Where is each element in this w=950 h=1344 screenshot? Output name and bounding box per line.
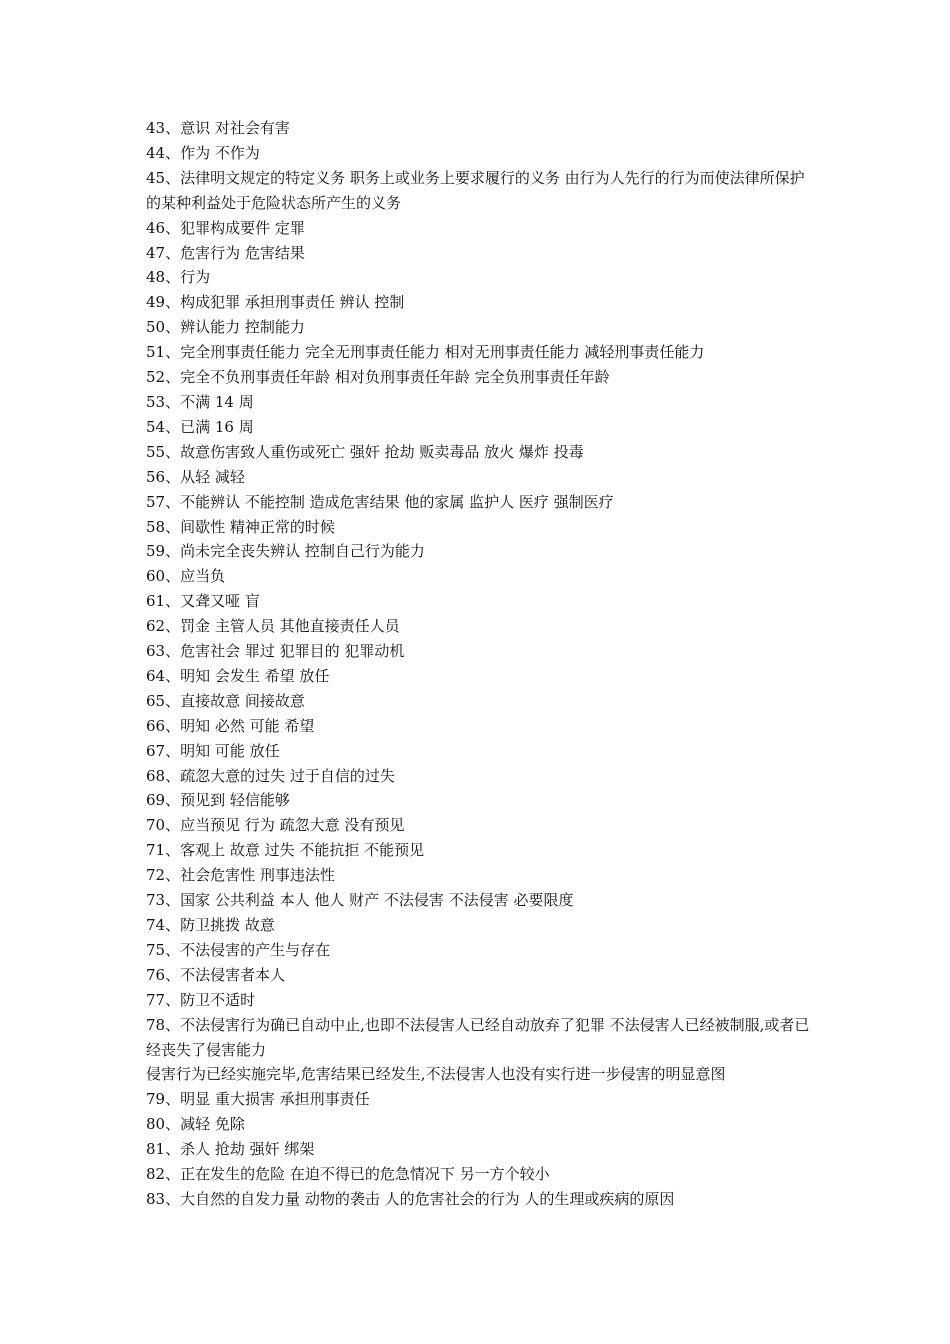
answer-line-60: 60、应当负 (146, 567, 226, 586)
answer-line-52: 52、完全不负刑事责任年龄 相对负刑事责任年龄 完全负刑事责任年龄 (146, 368, 610, 387)
answer-line-50: 50、辨认能力 控制能力 (146, 318, 305, 337)
answer-line-75: 75、不法侵害的产生与存在 (146, 940, 331, 959)
answer-line-76: 76、不法侵害者本人 (146, 965, 286, 984)
answer-line-45: 45、法律明文规定的特定义务 职务上或业务上要求履行的义务 由行为人先行的行为而使法律所保护的某种利益处于危险状态所产生的义务 (146, 168, 805, 212)
answer-line-55: 55、故意伤害致人重伤或死亡 强奸 抢劫 贩卖毒品 放火 爆炸 投毒 (146, 442, 584, 461)
answer-line-67: 67、明知 可能 放任 (146, 741, 280, 760)
answer-line-54: 54、已满 16 周 (146, 417, 254, 436)
answer-line-81: 81、杀人 抢劫 强奸 绑架 (146, 1140, 315, 1159)
answer-line-71: 71、客观上 故意 过失 不能抗拒 不能预见 (146, 841, 425, 860)
answer-line-63: 63、危害社会 罪过 犯罪目的 犯罪动机 (146, 642, 405, 661)
answer-line-79: 79、明显 重大损害 承担刑事责任 (146, 1090, 370, 1109)
answer-line-46: 46、犯罪构成要件 定罪 (146, 218, 305, 237)
answer-line-43: 43、意识 对社会有害 (146, 119, 290, 137)
answer-line-59: 59、尚未完全丧失辨认 控制自己行为能力 (146, 542, 425, 561)
answer-line-64: 64、明知 会发生 希望 放任 (146, 666, 330, 685)
answer-line-73: 73、国家 公共利益 本人 他人 财产 不法侵害 不法侵害 必要限度 (146, 891, 574, 910)
answer-line-82: 82、正在发生的危险 在迫不得已的危急情况下 另一方个较小 (146, 1165, 550, 1184)
answer-line-57: 57、不能辨认 不能控制 造成危害结果 他的家属 监护人 医疗 强制医疗 (146, 492, 614, 511)
answer-line-56: 56、从轻 减轻 (146, 467, 245, 486)
answer-line-58: 58、间歇性 精神正常的时候 (146, 517, 335, 536)
answer-line-70: 70、应当预见 行为 疏忽大意 没有预见 (146, 816, 405, 835)
answer-line-72: 72、社会危害性 刑事违法性 (146, 866, 335, 885)
answer-line-65: 65、直接故意 间接故意 (146, 691, 305, 710)
answer-line-69: 69、预见到 轻信能够 (146, 791, 290, 810)
answer-line-49: 49、构成犯罪 承担刑事责任 辨认 控制 (146, 293, 405, 312)
answer-line-78-continued: 侵害行为已经实施完毕,危害结果已经发生,不法侵害人也没有实行进一步侵害的明显意图 (146, 1065, 726, 1084)
answer-list (146, 116, 812, 1212)
answer-line-47: 47、危害行为 危害结果 (146, 243, 305, 262)
answer-line-83: 83、大自然的自发力量 动物的袭击 人的危害社会的行为 人的生理或疾病的原因 (146, 1189, 675, 1208)
answer-line-80: 80、减轻 免除 (146, 1115, 245, 1134)
answer-line-78: 78、不法侵害行为确已自动中止,也即不法侵害人已经自动放弃了犯罪 不法侵害人已经被制服,或者已经丧失了侵害能力 (146, 1015, 810, 1059)
answer-line-77: 77、防卫不适时 (146, 990, 256, 1009)
answer-line-62: 62、罚金 主管人员 其他直接责任人员 (146, 617, 400, 636)
answer-line-66: 66、明知 必然 可能 希望 (146, 716, 315, 735)
answer-line-53: 53、不满 14 周 (146, 392, 254, 411)
answer-line-44: 44、作为 不作为 (146, 143, 260, 162)
answer-line-68: 68、疏忽大意的过失 过于自信的过失 (146, 766, 395, 785)
answer-line-48: 48、行为 (146, 268, 211, 287)
answer-line-74: 74、防卫挑拨 故意 (146, 916, 275, 934)
answer-line-61: 61、又聋又哑 盲 (146, 592, 260, 611)
answer-line-51: 51、完全刑事责任能力 完全无刑事责任能力 相对无刑事责任能力 减轻刑事责任能力 (146, 343, 705, 362)
